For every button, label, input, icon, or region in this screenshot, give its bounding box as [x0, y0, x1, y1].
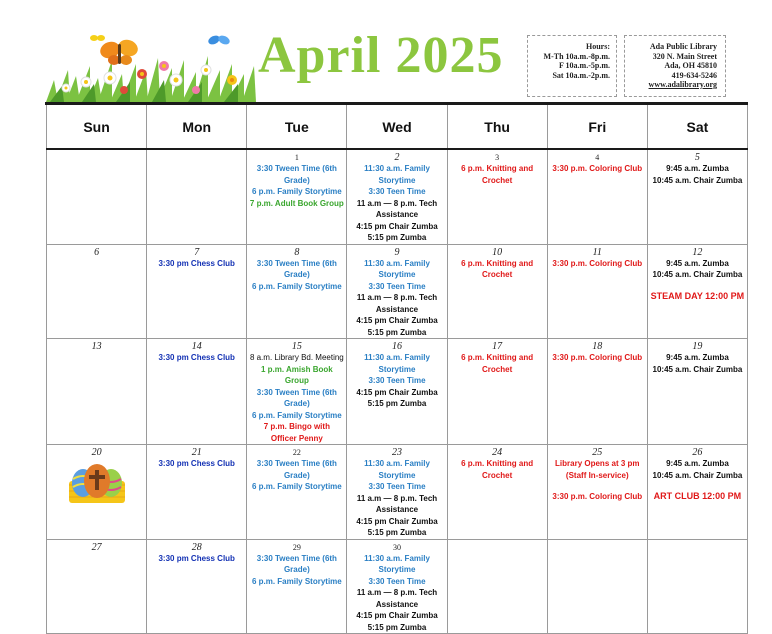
calendar-event: 3:30 Teen Time — [368, 376, 426, 385]
calendar-event: 3:30 Teen Time — [368, 187, 426, 196]
empty-day-cell — [647, 539, 747, 634]
calendar-event: 3:30 Tween Time (6th Grade) — [256, 553, 337, 574]
weekday-thu: Thu — [447, 105, 547, 149]
calendar-event: 9:45 a.m. Zumba — [666, 459, 729, 468]
day-cell-29 — [247, 539, 347, 634]
blue-butterfly-icon — [207, 34, 231, 46]
calendar-event: 5:15 pm Zumba — [367, 399, 427, 408]
day-number: 21 — [191, 447, 202, 458]
easter-eggs-icon — [67, 461, 127, 505]
day-cell-3 — [447, 149, 547, 244]
calendar-event: 3:30 pm Chess Club — [158, 258, 235, 268]
calendar-event: 6 p.m. Knitting and Crochet — [461, 258, 534, 279]
calendar-event: 4:15 pm Chair Zumba — [356, 611, 438, 620]
calendar-event: 3:30 p.m. Coloring Club — [552, 164, 643, 173]
empty-day-cell — [47, 149, 147, 244]
calendar-event: 11:30 a.m. Family Storytime — [364, 164, 430, 185]
calendar-event: 3:30 p.m. Coloring Club — [552, 258, 643, 268]
calendar-event: 9:45 a.m. Zumba — [666, 353, 729, 362]
calendar-event: 3:30 pm Chess Club — [158, 459, 235, 468]
day-number: 9 — [394, 246, 400, 258]
day-cell-19 — [647, 339, 747, 445]
library-street: 320 N. Main Street — [652, 51, 717, 61]
calendar-event: 5:15 pm Zumba — [367, 233, 427, 242]
empty-day-cell — [547, 539, 647, 634]
calendar-event: 6 p.m. Knitting and Crochet — [461, 353, 534, 374]
hours-fri: F 10a.m.-5p.m. — [558, 61, 610, 70]
hours-sat: Sat 10a.m.-2p.m. — [552, 70, 610, 80]
library-city: Ada, OH 45810 — [664, 61, 717, 70]
day-cell-28 — [147, 539, 247, 634]
calendar-event: 5:15 pm Zumba — [367, 528, 427, 537]
weekday-mon: Mon — [147, 105, 247, 149]
weekday-sat: Sat — [647, 105, 747, 149]
calendar-event: 11 a.m — 8 p.m. Tech Assistance — [356, 588, 438, 609]
calendar-event: 4:15 pm Chair Zumba — [356, 387, 438, 397]
calendar-event: 3:30 Teen Time — [368, 576, 426, 586]
calendar-event: 4:15 pm Chair Zumba — [356, 316, 438, 325]
calendar-event: 8 a.m. Library Bd. Meeting — [249, 353, 344, 362]
calendar-event: (Staff In-service) — [565, 470, 629, 480]
hours-heading: Hours: — [586, 42, 610, 51]
day-cell-4 — [547, 149, 647, 244]
day-number: 26 — [692, 447, 703, 458]
calendar-event: 6 p.m. Family Storytime — [251, 410, 342, 420]
day-number: 14 — [191, 341, 202, 352]
day-number: 7 — [194, 246, 200, 258]
calendar-event: 10:45 a.m. Chair Zumba — [652, 364, 743, 374]
calendar-event: 6 p.m. Family Storytime — [251, 482, 342, 491]
calendar-event: STEAM DAY 12:00 PM — [650, 290, 745, 301]
calendar-week-row — [47, 339, 748, 445]
library-website-link[interactable]: www.adalibrary.org — [648, 80, 717, 89]
day-number: 28 — [191, 541, 202, 553]
day-cell-15 — [247, 339, 347, 445]
calendar-event: 3:30 Tween Time (6th Grade) — [256, 387, 337, 408]
calendar-event: 3:30 Tween Time (6th Grade) — [256, 164, 337, 185]
day-cell-14 — [147, 339, 247, 445]
day-number: 27 — [91, 541, 102, 553]
month-title: April 2025 — [258, 27, 504, 84]
calendar-event: 3:30 pm Chess Club — [158, 353, 235, 362]
day-cell-16 — [347, 339, 447, 445]
day-cell-23 — [347, 445, 447, 540]
calendar-event: 10:45 a.m. Chair Zumba — [652, 270, 743, 279]
calendar-event: 11:30 a.m. Family Storytime — [364, 553, 430, 574]
calendar-event: 7 p.m. Adult Book Group — [249, 198, 344, 208]
day-cell-13 — [47, 339, 147, 445]
day-number: 5 — [694, 152, 700, 163]
calendar-event: 11:30 a.m. Family Storytime — [364, 353, 430, 374]
weekday-wed: Wed — [347, 105, 447, 149]
day-cell-22 — [247, 445, 347, 540]
calendar-event: 1 p.m. Amish Book Group — [260, 364, 333, 385]
weekday-fri: Fri — [547, 105, 647, 149]
calendar-event: 11:30 a.m. Family Storytime — [364, 258, 430, 279]
day-cell-18 — [547, 339, 647, 445]
calendar-event: 3:30 Teen Time — [368, 281, 426, 291]
calendar-event: 11:30 a.m. Family Storytime — [364, 459, 430, 480]
day-number: 15 — [291, 341, 302, 352]
day-cell-17 — [447, 339, 547, 445]
calendar-event: 11 a.m — 8 p.m. Tech Assistance — [356, 293, 438, 314]
calendar-event: 6 p.m. Family Storytime — [251, 187, 342, 196]
calendar-event: 10:45 a.m. Chair Zumba — [652, 175, 743, 185]
calendar-event: Officer Penny — [270, 433, 323, 443]
orange-butterfly-icon — [98, 37, 140, 65]
day-cell-25 — [547, 445, 647, 540]
calendar-event: 3:30 pm Chess Club — [158, 553, 235, 563]
calendar-week-row — [47, 149, 748, 244]
day-cell-10 — [447, 244, 547, 339]
day-number: 11 — [592, 246, 602, 258]
calendar-event: 7 p.m. Bingo with — [263, 422, 330, 431]
day-cell-1 — [247, 149, 347, 244]
day-cell-30 — [347, 539, 447, 634]
calendar-event: 6 p.m. Knitting and Crochet — [461, 164, 534, 185]
day-cell-12 — [647, 244, 747, 339]
library-hours-box — [527, 35, 617, 97]
day-cell-2 — [347, 149, 447, 244]
day-number: 29 — [292, 542, 301, 552]
calendar-week-row — [47, 445, 748, 540]
day-cell-20 — [47, 445, 147, 540]
day-number: 4 — [595, 153, 600, 162]
day-number: 22 — [292, 448, 301, 457]
library-phone: 419-634-5246 — [671, 70, 717, 80]
day-cell-7 — [147, 244, 247, 339]
day-number: 2 — [394, 152, 400, 163]
calendar-event: ART CLUB 12:00 PM — [653, 491, 742, 501]
calendar-header — [0, 0, 772, 104]
calendar-event: 5:15 pm Zumba — [367, 327, 427, 337]
empty-day-cell — [447, 539, 547, 634]
calendar-event: 3:30 p.m. Coloring Club — [552, 492, 643, 501]
day-number: 10 — [492, 246, 503, 258]
library-info-box — [624, 35, 726, 97]
weekday-sun: Sun — [47, 105, 147, 149]
calendar-week-row — [47, 539, 748, 634]
calendar-event: 9:45 a.m. Zumba — [666, 258, 729, 268]
weekday-header-row — [47, 105, 748, 149]
day-number: 20 — [91, 447, 102, 458]
calendar-event: 6 p.m. Knitting and Crochet — [461, 459, 534, 480]
calendar-event: 10:45 a.m. Chair Zumba — [652, 470, 743, 480]
day-cell-21 — [147, 445, 247, 540]
day-number: 23 — [391, 447, 402, 458]
day-number: 8 — [294, 246, 300, 258]
day-number: 24 — [492, 447, 503, 458]
calendar-event: 3:30 p.m. Coloring Club — [552, 353, 643, 362]
day-number: 16 — [391, 341, 402, 352]
day-cell-5 — [647, 149, 747, 244]
day-cell-27 — [47, 539, 147, 634]
day-number: 6 — [94, 246, 100, 258]
library-name: Ada Public Library — [649, 42, 717, 51]
calendar-event: 11 a.m — 8 p.m. Tech Assistance — [356, 198, 438, 219]
day-number: 3 — [495, 153, 500, 162]
day-cell-24 — [447, 445, 547, 540]
spring-flowers-illustration — [46, 30, 256, 102]
day-number: 17 — [492, 341, 503, 352]
calendar-event: Library Opens at 3 pm — [555, 459, 640, 468]
day-cell-9 — [347, 244, 447, 339]
day-number: 13 — [91, 341, 102, 352]
yellow-butterfly-icon — [90, 35, 105, 41]
calendar-event: 3:30 Tween Time (6th Grade) — [256, 459, 337, 480]
empty-day-cell — [147, 149, 247, 244]
calendar-event: 5:15 pm Zumba — [367, 622, 427, 632]
day-cell-8 — [247, 244, 347, 339]
calendar-event: 4:15 pm Chair Zumba — [356, 516, 438, 526]
calendar-grid — [46, 105, 748, 634]
hours-mon-thu: M-Th 10a.m.-8p.m. — [543, 51, 610, 61]
day-cell-26 — [647, 445, 747, 540]
calendar-event: 6 p.m. Family Storytime — [251, 281, 342, 291]
day-cell-11 — [547, 244, 647, 339]
day-number: 19 — [692, 341, 703, 352]
day-cell-6 — [47, 244, 147, 339]
calendar-event: 6 p.m. Family Storytime — [251, 576, 342, 586]
calendar-event: 4:15 pm Chair Zumba — [356, 221, 438, 231]
calendar-week-row — [47, 244, 748, 339]
day-number: 1 — [294, 153, 299, 162]
calendar-event: 3:30 Tween Time (6th Grade) — [256, 258, 337, 279]
day-number: 30 — [392, 542, 401, 552]
calendar-event: 3:30 Teen Time — [368, 482, 426, 491]
weekday-tue: Tue — [247, 105, 347, 149]
calendar-event: 9:45 a.m. Zumba — [666, 164, 729, 173]
day-number: 18 — [592, 341, 603, 352]
day-number: 25 — [592, 447, 603, 458]
day-number: 12 — [692, 246, 703, 258]
calendar-event: 11 a.m — 8 p.m. Tech Assistance — [356, 493, 438, 514]
